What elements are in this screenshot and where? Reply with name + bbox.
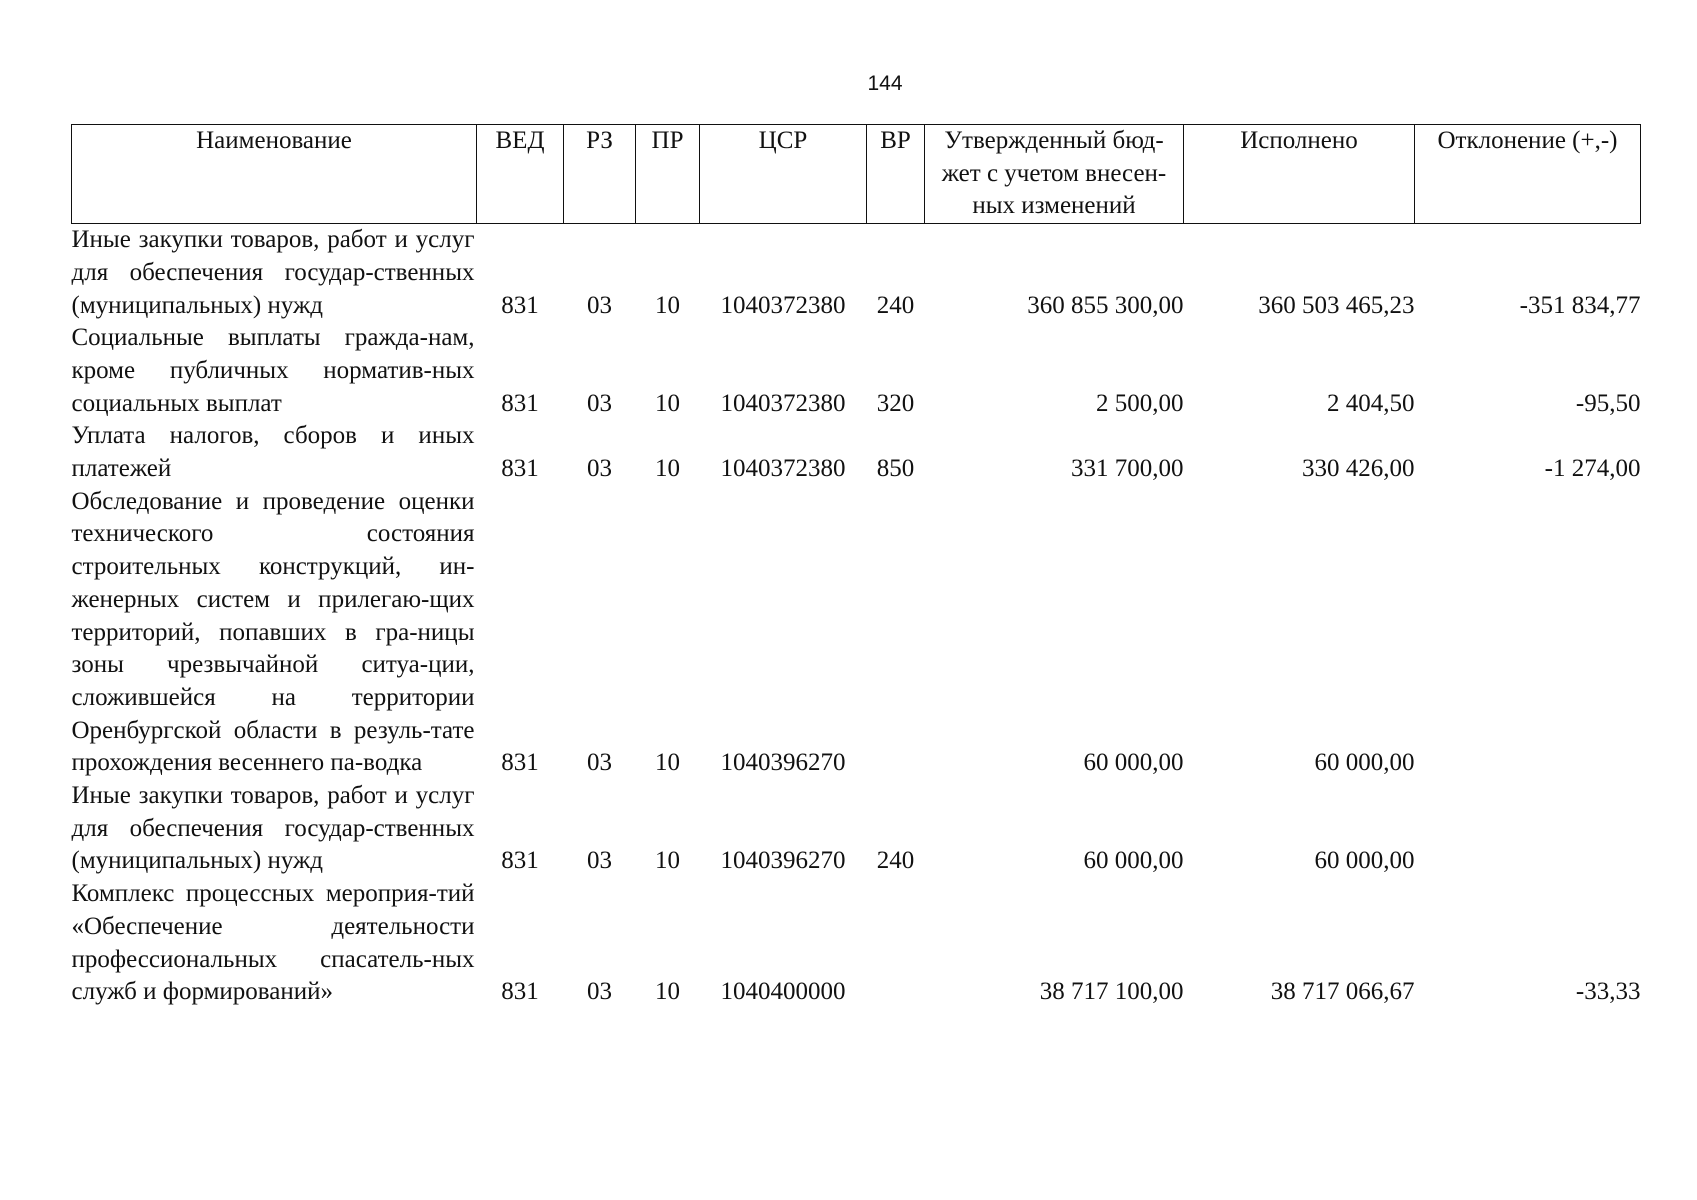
row-vr: 320 (876, 389, 915, 417)
row-budget: 2 500,00 (1096, 389, 1184, 417)
header-pr: ПР (636, 125, 700, 224)
table-row (72, 486, 1641, 780)
header-csr: ЦСР (700, 125, 867, 224)
row-deviation (1415, 486, 1641, 780)
page-number: 144 (867, 72, 903, 95)
row-csr: 1040396270 (720, 847, 846, 875)
row-executed: 2 404,50 (1327, 389, 1415, 417)
row-executed: 60 000,00 (1314, 847, 1415, 875)
row-vr: 240 (876, 291, 915, 319)
row-ved: 831 (501, 389, 539, 417)
row-deviation: -1 274,00 (1544, 455, 1641, 483)
row-pr: 10 (655, 455, 680, 483)
row-deviation: -95,50 (1575, 389, 1641, 417)
row-pr: 10 (655, 978, 680, 1006)
row-ved: 831 (501, 978, 539, 1006)
row-rz: 03 (587, 847, 612, 875)
row-budget: 60 000,00 (1083, 749, 1184, 777)
row-deviation: -351 834,77 (1519, 291, 1641, 319)
row-ved: 831 (501, 455, 539, 483)
row-csr: 1040400000 (720, 978, 846, 1006)
row-rz: 03 (587, 455, 612, 483)
row-rz: 03 (587, 389, 612, 417)
table-row (72, 224, 1641, 323)
row-executed: 60 000,00 (1314, 749, 1415, 777)
row-pr: 10 (655, 389, 680, 417)
row-ved: 831 (501, 847, 539, 875)
row-pr: 10 (655, 291, 680, 319)
header-budget: Утвержденный бюд-жет с учетом внесен-ных изменений (925, 125, 1184, 224)
row-csr: 1040372380 (720, 291, 846, 319)
row-executed: 38 717 066,67 (1270, 978, 1415, 1006)
row-name: Социальные выплаты гражда-нам, кроме публичных норматив-ных социальных выплат (71, 324, 475, 417)
row-pr: 10 (655, 847, 680, 875)
row-csr: 1040396270 (720, 749, 846, 777)
row-ved: 831 (501, 749, 539, 777)
row-name: Уплата налогов, сборов и иных платежей (71, 422, 475, 483)
row-csr: 1040372380 (720, 389, 846, 417)
row-budget: 360 855 300,00 (1027, 291, 1184, 319)
table-header-row (72, 125, 1641, 224)
row-vr: 240 (876, 847, 915, 875)
row-budget: 331 700,00 (1071, 455, 1184, 483)
header-deviation: Отклонение (+,-) (1415, 125, 1641, 224)
row-name: Обследование и проведение оценки технического состояния строительных конструкций, ин-женерных систем и прилегаю-щих территорий, попавших в гра-ницы зоны чрезвычайной ситуа-ции, сложившейся на территории Оренбургской области в резуль-тате прохождения весеннего па-водка (71, 487, 475, 777)
table-row (72, 420, 1641, 485)
row-rz: 03 (587, 749, 612, 777)
row-ved: 831 (501, 291, 539, 319)
row-name: Комплекс процессных мероприя-тий «Обеспечение деятельности профессиональных спасатель-ных служб и формирований» (71, 880, 475, 1006)
header-name: Наименование (72, 125, 477, 224)
row-budget: 60 000,00 (1083, 847, 1184, 875)
row-name: Иные закупки товаров, работ и услуг для обеспечения государ-ственных (муниципальных) нужд (71, 782, 475, 875)
row-rz: 03 (587, 978, 612, 1006)
table-row (72, 322, 1641, 420)
row-deviation: -33,33 (1575, 978, 1641, 1006)
row-budget: 38 717 100,00 (1039, 978, 1184, 1006)
budget-execution-table (71, 124, 1641, 1009)
row-vr (867, 878, 925, 1009)
table-row (72, 878, 1641, 1009)
row-deviation (1415, 780, 1641, 878)
row-executed: 330 426,00 (1302, 455, 1415, 483)
row-name: Иные закупки товаров, работ и услуг для обеспечения государ-ственных (муниципальных) нужд (71, 226, 475, 319)
row-pr: 10 (655, 749, 680, 777)
header-rz: РЗ (564, 125, 636, 224)
header-ved: ВЕД (477, 125, 564, 224)
row-csr: 1040372380 (720, 455, 846, 483)
row-rz: 03 (587, 291, 612, 319)
table-row (72, 780, 1641, 878)
row-vr: 850 (876, 455, 915, 483)
row-vr (867, 486, 925, 780)
header-executed: Исполнено (1184, 125, 1415, 224)
row-executed: 360 503 465,23 (1258, 291, 1415, 319)
header-vr: ВР (867, 125, 925, 224)
